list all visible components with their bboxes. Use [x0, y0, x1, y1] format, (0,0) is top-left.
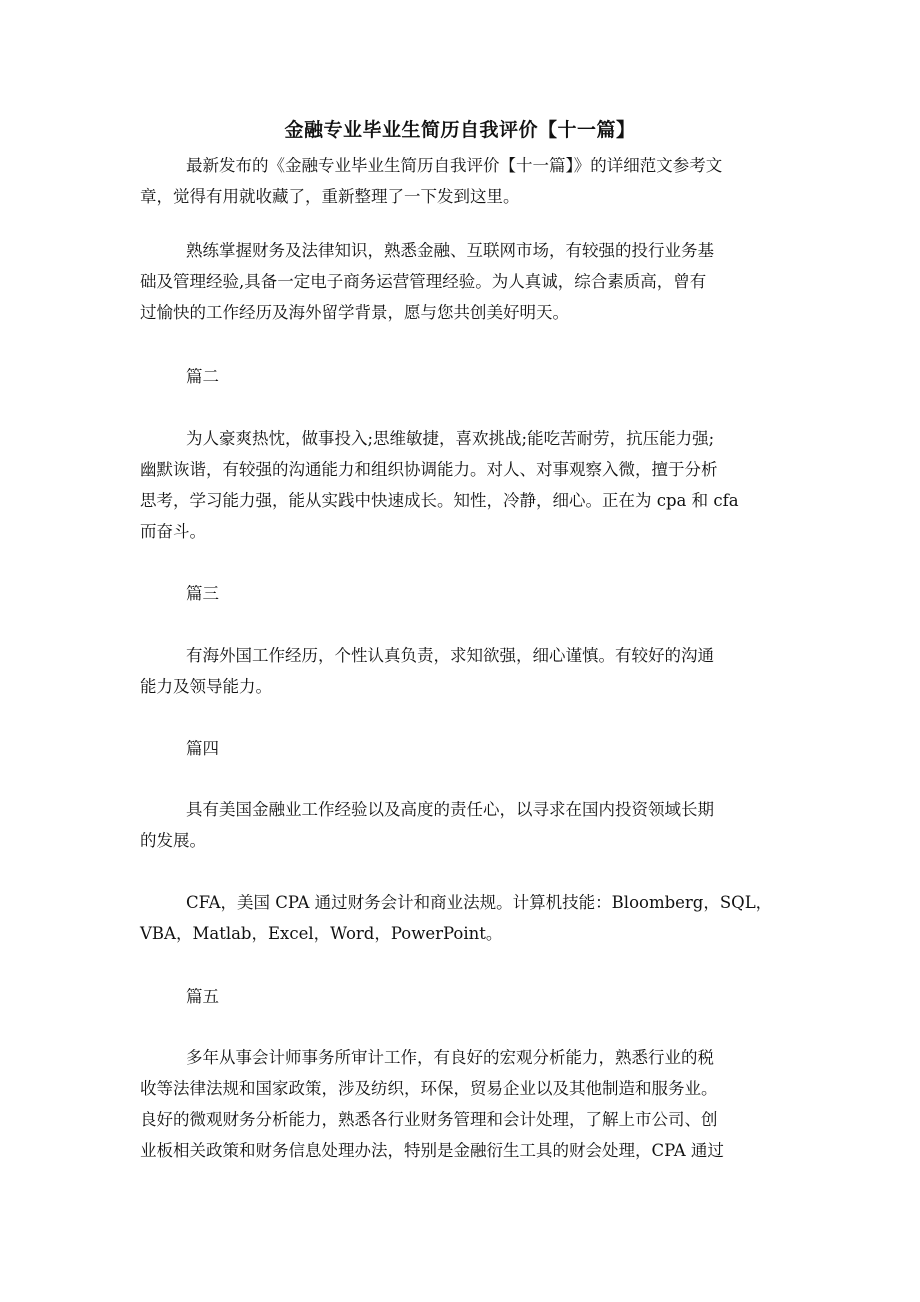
section5-paragraph: [140, 1042, 790, 1166]
section4-skills-paragraph: [140, 887, 790, 949]
section1-line: 础及管理经验,具备一定电子商务运营管理经验。为人真诚，综合素质高，曾有: [140, 272, 707, 291]
section3-line: 有海外国工作经历，个性认真负责，求知欲强，细心谨慎。有较好的沟通: [186, 646, 714, 665]
intro-line: 章，觉得有用就收藏了，重新整理了一下发到这里。: [140, 187, 520, 206]
intro-paragraph: [140, 150, 790, 212]
section4-line: 具有美国金融业工作经验以及高度的责任心，以寻求在国内投资领域长期: [186, 800, 714, 819]
section4-skills-line: VBA，Matlab，Excel，Word，PowerPoint。: [140, 924, 503, 943]
section1-paragraph: [140, 235, 790, 328]
section4-paragraph: [140, 794, 790, 856]
section1-line: 熟练掌握财务及法律知识，熟悉金融、互联网市场，有较强的投行业务基: [186, 241, 714, 260]
section1-line: 过愉快的工作经历及海外留学背景，愿与您共创美好明天。: [140, 303, 569, 322]
section4-heading: 篇四: [186, 739, 219, 758]
section3-heading: 篇三: [186, 584, 219, 603]
section2-line: 思考，学习能力强，能从实践中快速成长。知性，冷静，细心。正在为 cpa 和 cfa: [140, 491, 739, 510]
section2-line: 而奋斗。: [140, 522, 206, 541]
section2-line: 幽默诙谐，有较强的沟通能力和组织协调能力。对人、对事观察入微，擅于分析: [140, 460, 718, 479]
section5-line: 收等法律法规和国家政策，涉及纺织，环保，贸易企业以及其他制造和服务业。: [140, 1079, 718, 1098]
section3-paragraph: [140, 640, 790, 702]
section5-heading: 篇五: [186, 987, 219, 1006]
section4-skills-line: CFA，美国 CPA 通过财务会计和商业法规。计算机技能：Bloomberg，SQL，: [186, 893, 773, 912]
document-title: 金融专业毕业生简历自我评价【十一篇】: [284, 119, 636, 141]
section3-line: 能力及领导能力。: [140, 677, 272, 696]
section5-line: 良好的微观财务分析能力，熟悉各行业财务管理和会计处理，了解上市公司、创: [140, 1110, 718, 1129]
section2-heading: 篇二: [186, 367, 219, 386]
section2-line: 为人豪爽热忱，做事投入;思维敏捷，喜欢挑战;能吃苦耐劳，抗压能力强;: [186, 429, 715, 448]
intro-line: 最新发布的《金融专业毕业生简历自我评价【十一篇】》的详细范文参考文: [186, 156, 723, 175]
section4-line: 的发展。: [140, 831, 206, 850]
section5-line: 多年从事会计师事务所审计工作，有良好的宏观分析能力，熟悉行业的税: [186, 1048, 714, 1067]
section2-paragraph: [140, 423, 790, 547]
section5-line: 业板相关政策和财务信息处理办法，特别是金融衍生工具的财会处理，CPA 通过: [140, 1141, 724, 1160]
